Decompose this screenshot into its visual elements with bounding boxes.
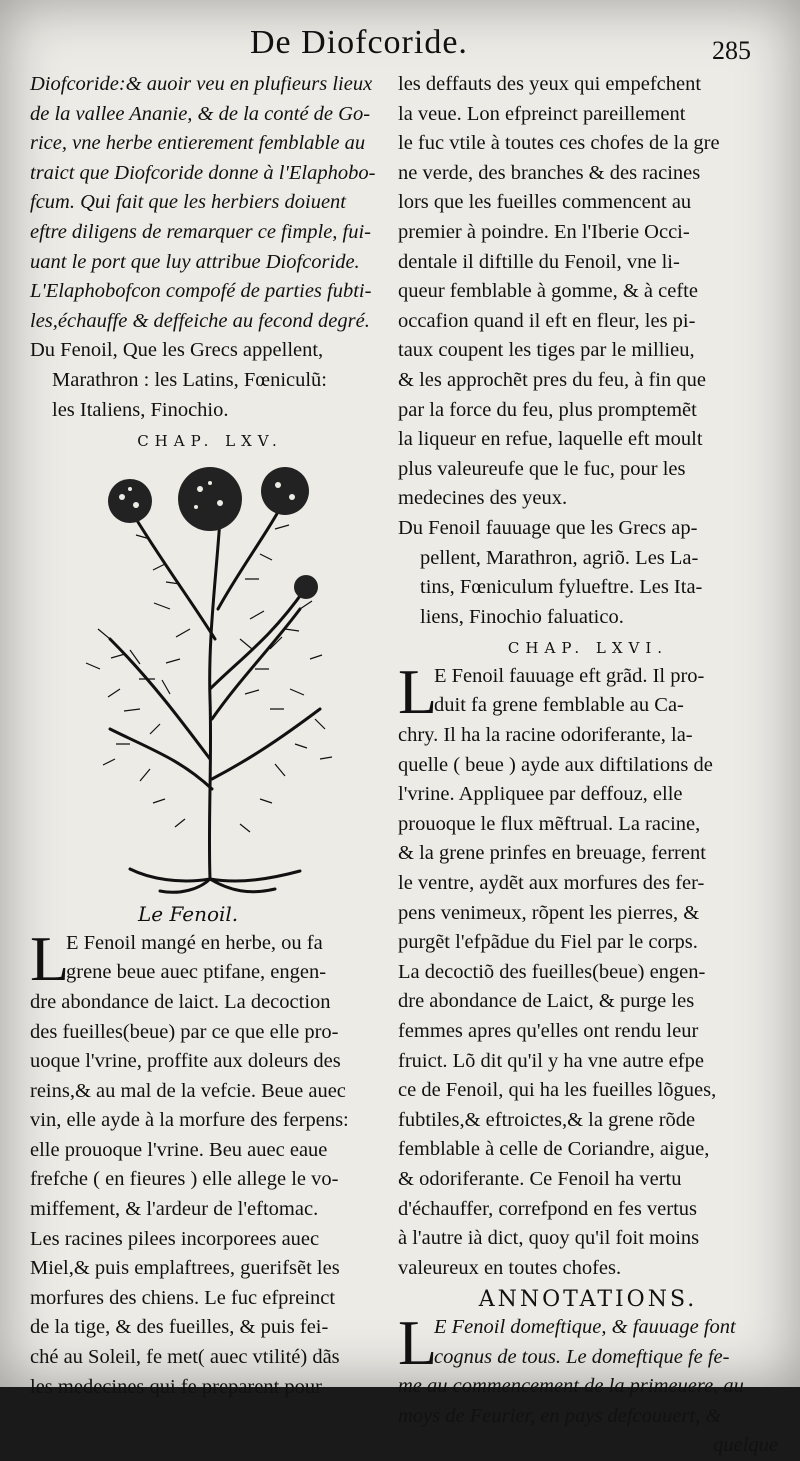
text-line: occafion quand il eft en fleur, les pi- xyxy=(398,309,696,332)
text-line: traict que Diofcoride donne à l'Elaphobo- xyxy=(30,161,376,184)
text-line: me au commencement de la primeuere, au xyxy=(398,1375,744,1398)
text-line: queur femblable à gomme, & à cefte xyxy=(398,280,698,303)
text-line: eftre diligens de remarquer ce fimple, fui- xyxy=(30,220,372,243)
text-line: uoque l'vrine, proffite aux doleurs des xyxy=(30,1050,341,1073)
text-line: prouoque le flux mẽftrual. La racine, xyxy=(398,812,701,835)
text-line: fcum. Qui fait que les herbiers doiuent xyxy=(30,191,346,214)
text-line: moys de Feurier, en pays defcouuert, & xyxy=(398,1404,722,1427)
chapter-heading: CHAP. LXV. xyxy=(137,432,283,451)
chapter-title-line: Du Fenoil, Que les Grecs appellent, xyxy=(30,339,324,362)
text-line: L'Elaphobofcon compofé de parties fubti- xyxy=(30,280,372,303)
text-line: dre abondance de Laict, & purge les xyxy=(398,990,695,1013)
text-line: duit fa grene femblable au Ca- xyxy=(434,694,684,717)
annotations-body xyxy=(398,1306,778,1378)
text-line: Les racines pilees incorporees auec xyxy=(30,1227,320,1250)
text-line: fruict. Lõ dit qu'il y ha vne autre efpe xyxy=(398,1049,704,1072)
text-line: les medecines qui fe preparent pour xyxy=(30,1375,323,1398)
text-line: pens venimeux, rõpent les pierres, & xyxy=(398,901,700,924)
text-line: & la grene prinfes en breuage, ferrent xyxy=(398,842,706,865)
drop-cap: L xyxy=(30,922,70,994)
text-line: & odoriferante. Ce Fenoil ha vertu xyxy=(398,1167,682,1190)
text-line: valeureux en toutes chofes. xyxy=(398,1256,622,1279)
chapter-body xyxy=(30,922,390,994)
text-line: ché au Soleil, fe met( auec vtilité) dãs xyxy=(30,1346,340,1369)
text-line: de la tige, & des fueilles, & puis fei- xyxy=(30,1316,329,1339)
text-line: le ventre, aydẽt aux morfures des fer- xyxy=(398,872,705,895)
text-line: dentale il diftille du Fenoil, vne li- xyxy=(398,250,680,273)
text-line: ce de Fenoil, qui ha les fueilles lõgues, xyxy=(398,1079,717,1102)
text-line: frefche ( en fieures ) elle allege le vo- xyxy=(30,1168,339,1191)
text-line: d'échauffer, correfpond en fes vertus xyxy=(398,1197,698,1220)
text-line: la veue. Lon efpreinct pareillement xyxy=(398,102,686,125)
text-line: ne verde, des branches & des racines xyxy=(398,161,701,184)
chapter-title-line: pellent, Marathron, agriõ. Les La- xyxy=(420,546,699,569)
text-line: miffement, & l'ardeur de l'eftomac. xyxy=(30,1198,319,1221)
chapter-heading: CHAP. LXVI. xyxy=(507,639,669,658)
right-column xyxy=(398,70,778,1461)
text-line: E Fenoil domeftique, & fauuage font xyxy=(434,1315,736,1338)
annotations-heading: ANNOTATIONS. xyxy=(478,1287,698,1313)
text-line: chry. Il ha la racine odoriferante, la- xyxy=(398,724,693,747)
text-line: reins,& au mal de la vefcie. Beue auec xyxy=(30,1079,346,1102)
text-line: Diofcoride:& auoir veu en plufieurs lieux xyxy=(30,73,373,95)
text-line: cognus de tous. Le domeftique fe fe- xyxy=(434,1345,730,1368)
text-line: les,échauffe & deffeiche au fecond degré. xyxy=(30,309,370,332)
text-line: les deffauts des yeux qui empefchent xyxy=(398,73,702,95)
text-line: purgẽt l'efpãdue du Fiel par le corps. xyxy=(398,931,698,954)
text-line: & les approchẽt pres du feu, à fin que xyxy=(398,368,706,391)
text-line: la liqueur en refue, laquelle eft moult xyxy=(398,428,703,451)
illustration-caption: Le Fenoil. xyxy=(138,901,239,926)
text-line: premier à poindre. En l'Iberie Occi- xyxy=(398,220,690,243)
text-line: le fuc vtile à toutes ces chofes de la gre xyxy=(398,132,720,155)
chapter-title-line: tins, Fœniculum fylueftre. Les Ita- xyxy=(420,576,703,599)
text-line: medecines des yeux. xyxy=(398,487,568,510)
text-line: vin, elle ayde à la morfure des ferpens: xyxy=(30,1109,349,1132)
text-line: à l'autre ià dict, quoy qu'il foit moins xyxy=(398,1227,700,1250)
text-line: taux coupent les tiges par le millieu, xyxy=(398,339,695,362)
text-line: quelle ( beue ) ayde aux diftilations de xyxy=(398,753,713,776)
text-line: fubtiles,& eftroictes,& la grene rõde xyxy=(398,1108,696,1131)
text-line: E Fenoil fauuage eft grãd. Il pro- xyxy=(434,664,705,687)
fennel-woodcut-illustration xyxy=(70,459,340,899)
chapter-title-line: Du Fenoil fauuage que les Grecs ap- xyxy=(398,516,698,539)
text-line: elle prouoque l'vrine. Beu auec eaue xyxy=(30,1138,328,1161)
chapter-title-line: liens, Finochio faluatico. xyxy=(420,605,624,628)
text-line: plus valeureufe que le fuc, pour les xyxy=(398,457,686,480)
text-line: lors que les fueilles commencent au xyxy=(398,191,692,214)
text-line: par la force du feu, plus promptemẽt xyxy=(398,398,697,421)
text-line: rice, vne herbe entierement femblable au xyxy=(30,132,366,155)
chapter-title-line: Marathron : les Latins, Fœniculũ: xyxy=(52,368,327,391)
text-line: des fueilles(beue) par ce que elle pro- xyxy=(30,1020,339,1043)
running-head: De Diofcoride. xyxy=(250,24,468,61)
text-line: femblable à celle de Coriandre, aigue, xyxy=(398,1138,710,1161)
page-number: 285 xyxy=(712,36,751,65)
chapter-title-line: les Italiens, Finochio. xyxy=(52,398,229,421)
drop-cap: L xyxy=(398,1306,438,1378)
text-line: uant le port que luy attribue Diofcoride. xyxy=(30,250,360,273)
text-line: de la vallee Ananie, & de la conté de Go- xyxy=(30,102,371,125)
text-line: dre abondance de laict. La decoction xyxy=(30,990,331,1013)
text-line: femmes apres qu'elles ont rendu leur xyxy=(398,1020,699,1042)
text-line: grene beue auec ptifane, engen- xyxy=(66,961,327,984)
catchword: quelque xyxy=(713,1434,778,1457)
text-line: Miel,& puis emplaftrees, guerifsẽt les xyxy=(30,1257,340,1280)
text-line: l'vrine. Appliquee par deffouz, elle xyxy=(398,783,683,806)
drop-cap: L xyxy=(398,655,438,727)
text-line: E Fenoil mangé en herbe, ou fa xyxy=(66,931,323,954)
text-line: morfures des chiens. Le fuc efpreinct xyxy=(30,1286,336,1309)
text-line: La decoctiõ des fueilles(beue) engen- xyxy=(398,960,706,983)
chapter-body xyxy=(398,655,778,727)
left-column xyxy=(30,70,390,1402)
